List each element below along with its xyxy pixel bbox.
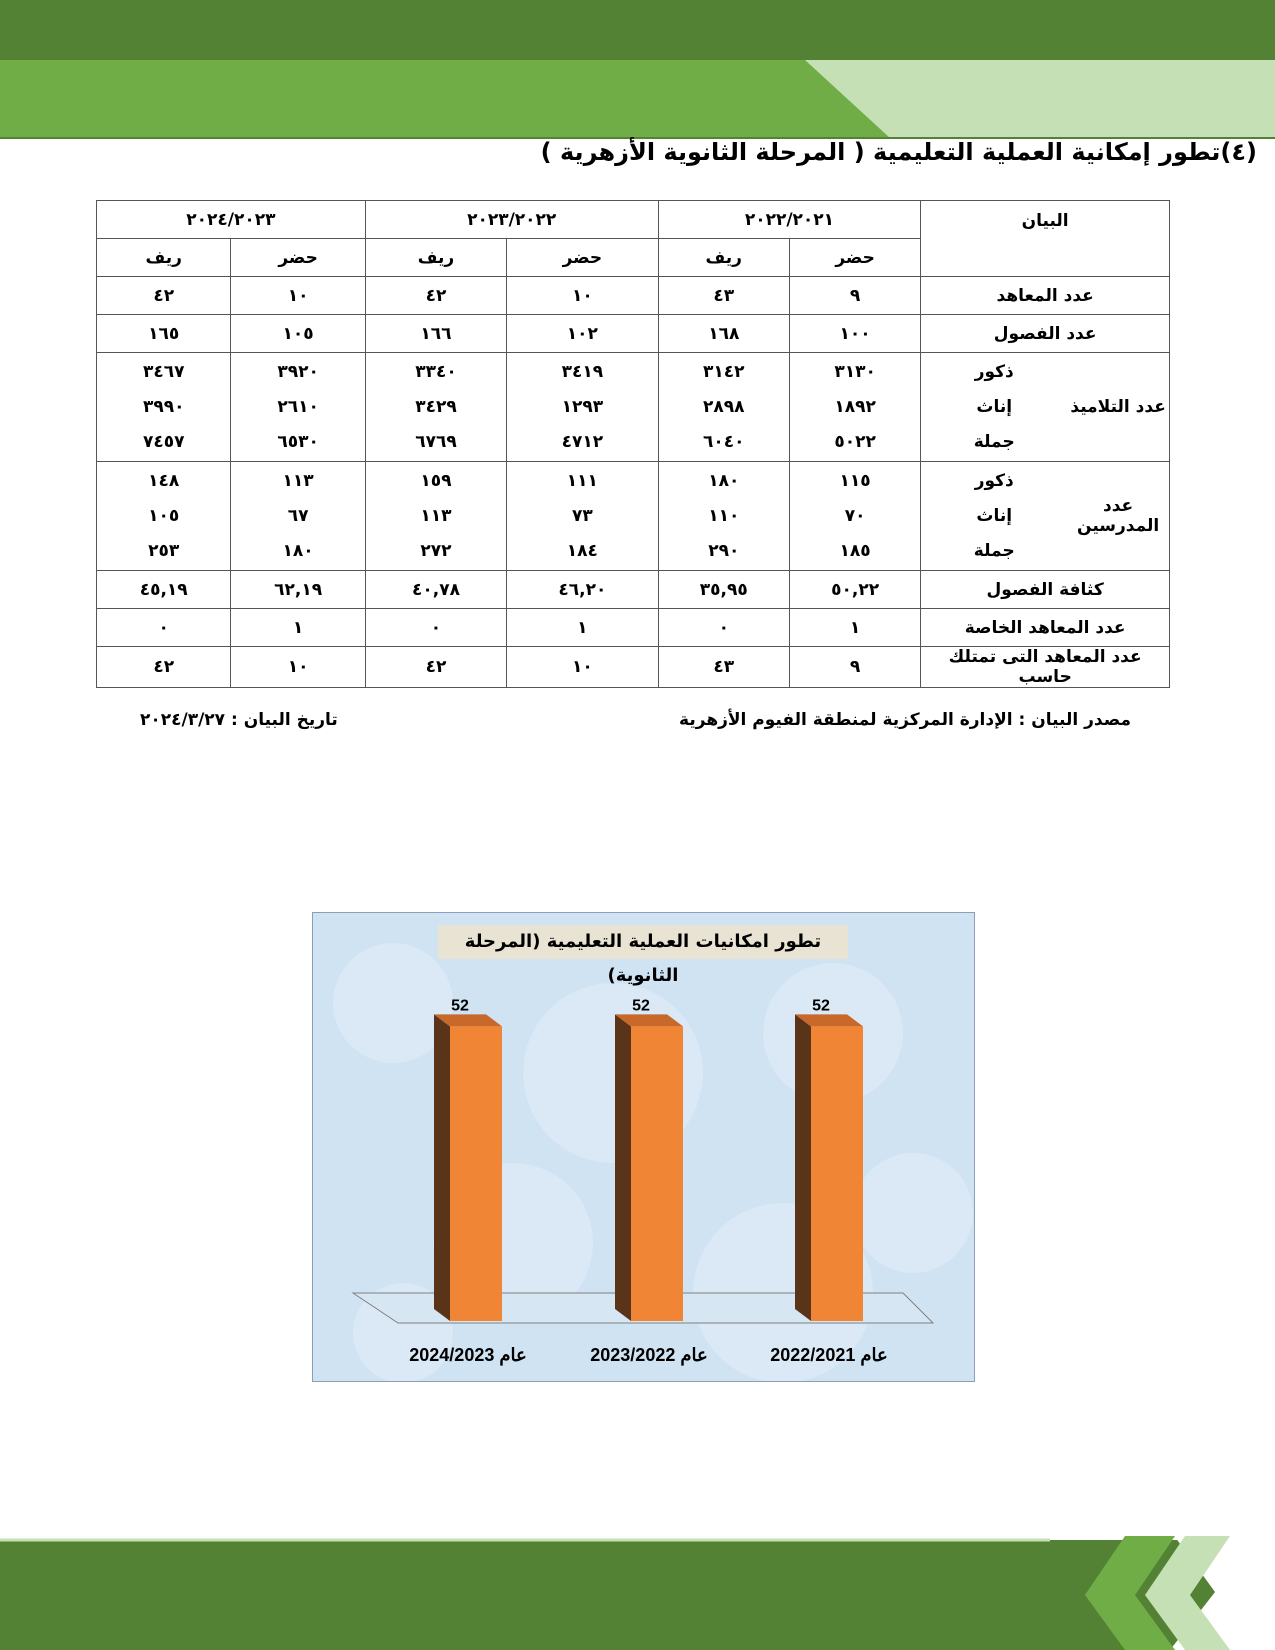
- value: ٣١٣٠: [834, 362, 876, 382]
- value: ١٨٠: [282, 541, 314, 561]
- sex-labels: [921, 462, 1067, 571]
- row-label: عدد المعاهد الخاصة: [921, 609, 1170, 647]
- value: ٣٩٢٠: [277, 362, 319, 382]
- value: ٢٥٣: [148, 541, 180, 561]
- row-label: كثافة الفصول: [921, 571, 1170, 609]
- bar-side: [795, 1014, 811, 1321]
- urban-header: حضر: [231, 239, 365, 277]
- urban-header: حضر: [789, 239, 920, 277]
- table-cell: ١٠: [231, 277, 365, 315]
- value: ١٠٥: [148, 506, 180, 526]
- value: ٣١٤٢: [703, 362, 745, 382]
- value: ٧٠: [844, 506, 866, 526]
- year-header: ٢٠٢٤/٢٠٢٣: [97, 201, 366, 239]
- table-cell: ١: [789, 609, 920, 647]
- table-cell: [231, 353, 365, 462]
- sex-label: إناث: [976, 397, 1013, 417]
- value: ٢٩٠: [708, 541, 740, 561]
- table-cell: [658, 353, 789, 462]
- sex-label: إناث: [976, 506, 1013, 526]
- rural-header: ريف: [365, 239, 506, 277]
- table-cell: ٩: [789, 277, 920, 315]
- value: ١١٥: [839, 471, 871, 491]
- table-cell: ٤٢: [365, 647, 506, 688]
- value: ٣٤١٩: [561, 362, 604, 382]
- value: ٣٤٦٧: [142, 362, 185, 382]
- table-cell: [365, 353, 506, 462]
- bar-side: [615, 1014, 631, 1321]
- bar-chart: [312, 912, 975, 1382]
- sex-label: ذكور: [974, 471, 1014, 491]
- table-row: [97, 277, 1170, 315]
- table-cell: ٤٣: [658, 647, 789, 688]
- value: ٣٣٤٠: [415, 362, 457, 382]
- table-row: [97, 315, 1170, 353]
- bar: [631, 1026, 683, 1321]
- year-header: ٢٠٢٢/٢٠٢١: [658, 201, 921, 239]
- table-cell: ٠: [97, 609, 231, 647]
- table-cell: ١٠٥: [231, 315, 365, 353]
- value: ١٨٥: [839, 541, 871, 561]
- value: ١١١: [566, 471, 598, 491]
- statistics-table: [96, 200, 1170, 688]
- table-cell: [507, 353, 658, 462]
- bar: [811, 1026, 863, 1321]
- table-cell: ٤٢: [97, 277, 231, 315]
- bar: [450, 1026, 502, 1321]
- table-cell: ٣٥,٩٥: [658, 571, 789, 609]
- table-row: [97, 609, 1170, 647]
- row-label: عدد المعاهد: [921, 277, 1170, 315]
- table-cell: [97, 462, 231, 571]
- table-cell: ١: [231, 609, 365, 647]
- value: ٤٧١٢: [561, 432, 604, 452]
- value: ١٤٨: [148, 471, 180, 491]
- value: ١٢٩٣: [561, 397, 604, 417]
- table-cell: ٤٦,٢٠: [507, 571, 658, 609]
- table-cell: [789, 462, 920, 571]
- category-label: عام 2022/2021: [770, 1345, 888, 1365]
- table-row-teachers: [97, 462, 1170, 571]
- table-cell: [97, 353, 231, 462]
- header-band: [0, 0, 1275, 140]
- value: ٦٧: [287, 506, 309, 526]
- value: ٢٦١٠: [277, 397, 319, 417]
- row-label: عدد التلاميذ: [1067, 353, 1169, 462]
- sex-label: جملة: [973, 541, 1015, 561]
- table-cell: ١٦٦: [365, 315, 506, 353]
- bar-side: [434, 1014, 450, 1321]
- value: ٦٠٤٠: [703, 432, 745, 452]
- table-row: [97, 571, 1170, 609]
- table-cell: [231, 462, 365, 571]
- value: ٢٨٩٨: [703, 397, 745, 417]
- table-cell: ٤٢: [97, 647, 231, 688]
- sex-label: ذكور: [974, 362, 1014, 382]
- table-cell: ١٠: [507, 277, 658, 315]
- data-label: 52: [812, 997, 830, 1015]
- chart-title: تطور امكانيات العملية التعليمية (المرحلة الثانوية): [438, 925, 848, 959]
- category-label: عام 2023/2022: [590, 1345, 708, 1365]
- table-cell: ١٦٨: [658, 315, 789, 353]
- table-cell: ١٠: [507, 647, 658, 688]
- table-row: [97, 647, 1170, 688]
- value: ٥٠٢٢: [834, 432, 876, 452]
- row-label: عدد المدرسين: [1067, 462, 1169, 571]
- table-cell: ١٦٥: [97, 315, 231, 353]
- value: ١١٣: [282, 471, 314, 491]
- table-cell: ٤٥,١٩: [97, 571, 231, 609]
- table-header-row: [97, 201, 1170, 239]
- urban-header: حضر: [507, 239, 658, 277]
- value: ٦٥٣٠: [277, 432, 319, 452]
- data-label: 52: [451, 997, 469, 1015]
- table-cell: ٠: [658, 609, 789, 647]
- value: ١٨٩٢: [834, 397, 876, 417]
- sex-label: جملة: [973, 432, 1015, 452]
- value: ١٨٠: [708, 471, 740, 491]
- value: ١١٣: [420, 506, 452, 526]
- table-cell: [789, 353, 920, 462]
- value: ٧٤٥٧: [142, 432, 185, 452]
- table-cell: ٤٣: [658, 277, 789, 315]
- sex-labels: [921, 353, 1067, 462]
- table-cell: ٤٠,٧٨: [365, 571, 506, 609]
- row-label: عدد المعاهد التى تمتلك حاسب: [921, 647, 1170, 688]
- value: ٢٧٢: [420, 541, 452, 561]
- source-note: مصدر البيان : الإدارة المركزية لمنطقة الفيوم الأزهرية: [679, 710, 1131, 730]
- value: ٦٧٦٩: [415, 432, 457, 452]
- table-cell: ١٠: [231, 647, 365, 688]
- value: ٣٤٢٩: [415, 397, 457, 417]
- date-note: تاريخ البيان : ٢٠٢٤/٣/٢٧: [140, 710, 338, 730]
- row-label: عدد الفصول: [921, 315, 1170, 353]
- data-label: 52: [632, 997, 650, 1015]
- footer-band: [0, 1530, 1275, 1650]
- value: ١٨٤: [566, 541, 598, 561]
- chart-background-texture: [853, 1153, 973, 1273]
- table-cell: [658, 462, 789, 571]
- table-cell: ٤٢: [365, 277, 506, 315]
- page-title: (٤)تطور إمكانية العملية التعليمية ( المرحلة الثانوية الأزهرية ): [540, 138, 1257, 166]
- table-cell: [507, 462, 658, 571]
- category-label: عام 2024/2023: [409, 1345, 527, 1365]
- value: ١١٠: [708, 506, 740, 526]
- table-cell: ٠: [365, 609, 506, 647]
- rural-header: ريف: [658, 239, 789, 277]
- table-row-students: [97, 353, 1170, 462]
- rural-header: ريف: [97, 239, 231, 277]
- table-cell: ١٠٠: [789, 315, 920, 353]
- table-cell: [365, 462, 506, 571]
- table-cell: ٩: [789, 647, 920, 688]
- table-cell: ١: [507, 609, 658, 647]
- year-header: ٢٠٢٣/٢٠٢٢: [365, 201, 658, 239]
- value: ٧٣: [571, 506, 593, 526]
- value: ١٥٩: [420, 471, 452, 491]
- table-cell: ١٠٢: [507, 315, 658, 353]
- label-header: البيان: [921, 201, 1170, 277]
- table-cell: ٦٢,١٩: [231, 571, 365, 609]
- table-cell: ٥٠,٢٢: [789, 571, 920, 609]
- value: ٣٩٩٠: [142, 397, 185, 417]
